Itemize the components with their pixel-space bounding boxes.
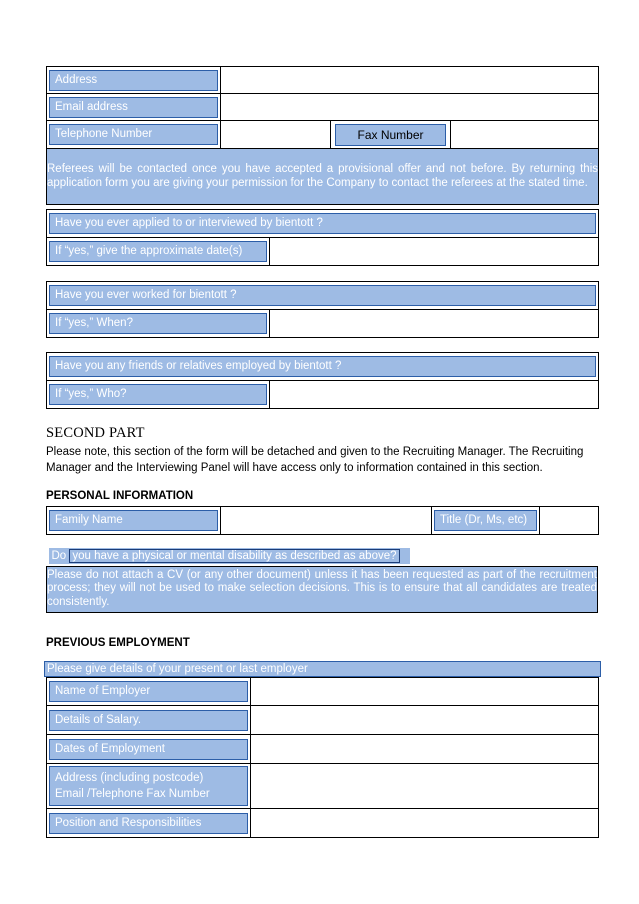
friends-who-input[interactable]	[270, 381, 599, 409]
applied-table	[46, 209, 599, 266]
worked-question: Have you ever worked for bientott ?	[49, 285, 596, 306]
employer-address-label	[49, 766, 248, 806]
telephone-input[interactable]	[221, 121, 331, 149]
worked-table	[46, 281, 599, 338]
employment-banner: Please give details of your present or last employer	[44, 661, 601, 677]
employer-name-input[interactable]	[251, 678, 599, 706]
position-input[interactable]	[251, 809, 599, 838]
referee-note: Referees will be contacted once you have accepted a provisional offer and not before. By returning this application form you are giving your permission for the Company to contact the referees at the stated time.	[47, 149, 599, 205]
referee-table	[46, 66, 599, 205]
family-name-label: Family Name	[49, 510, 218, 531]
telephone-label: Telephone Number	[49, 124, 218, 145]
worked-when-input[interactable]	[270, 310, 599, 338]
worked-followup-label: If “yes,” When?	[49, 313, 267, 334]
friends-followup-label: If “yes,” Who?	[49, 384, 267, 405]
salary-input[interactable]	[251, 706, 599, 735]
title-input[interactable]	[540, 507, 599, 535]
cv-note: Please do not attach a CV (or any other document) unless it has been requested as part of the recruitment process; they will not be used to make selection decisions. This is to ensure that all candidates are treated consistently.	[47, 566, 598, 612]
position-label: Position and Responsibilities	[49, 813, 248, 834]
employment-dates-input[interactable]	[251, 735, 599, 764]
personal-table	[46, 506, 599, 535]
employer-address-input[interactable]	[251, 764, 599, 809]
applied-question: Have you ever applied to or interviewed by bientott ?	[49, 213, 596, 234]
second-part-heading: SECOND PART	[46, 425, 145, 441]
email-label: Email address	[49, 97, 218, 118]
applied-dates-input[interactable]	[270, 238, 599, 266]
address-label: Address	[49, 70, 218, 91]
employer-address-label-line2: Email /Telephone Fax Number	[55, 788, 210, 800]
employment-dates-label: Dates of Employment	[49, 739, 248, 760]
disability-prefix: Do	[51, 550, 67, 563]
employment-table	[46, 677, 599, 838]
previous-employment-heading: PREVIOUS EMPLOYMENT	[46, 637, 190, 649]
address-input[interactable]	[221, 67, 599, 94]
fax-label: Fax Number	[335, 124, 446, 146]
title-label: Title (Dr, Ms, etc)	[434, 510, 537, 531]
disability-question-box	[49, 548, 410, 564]
email-input[interactable]	[221, 94, 599, 121]
applied-followup-label: If “yes,” give the approximate date(s)	[49, 241, 267, 262]
personal-information-heading: PERSONAL INFORMATION	[46, 490, 194, 502]
disability-table	[46, 547, 598, 613]
friends-table	[46, 352, 599, 409]
fax-input[interactable]	[451, 121, 599, 149]
employer-address-label-line1: Address (including postcode)	[55, 772, 204, 784]
employer-name-label: Name of Employer	[49, 681, 248, 702]
salary-label: Details of Salary.	[49, 710, 248, 731]
disability-question: you have a physical or mental disability as described as above?	[69, 549, 399, 563]
second-part-intro: Please note, this section of the form will be detached and given to the Recruiting Manager. The Recruiting Manager and the Interviewing Panel will have access only to information contained in this section.	[46, 446, 584, 474]
friends-question: Have you any friends or relatives employed by bientott ?	[49, 356, 596, 377]
family-name-input[interactable]	[221, 507, 432, 535]
